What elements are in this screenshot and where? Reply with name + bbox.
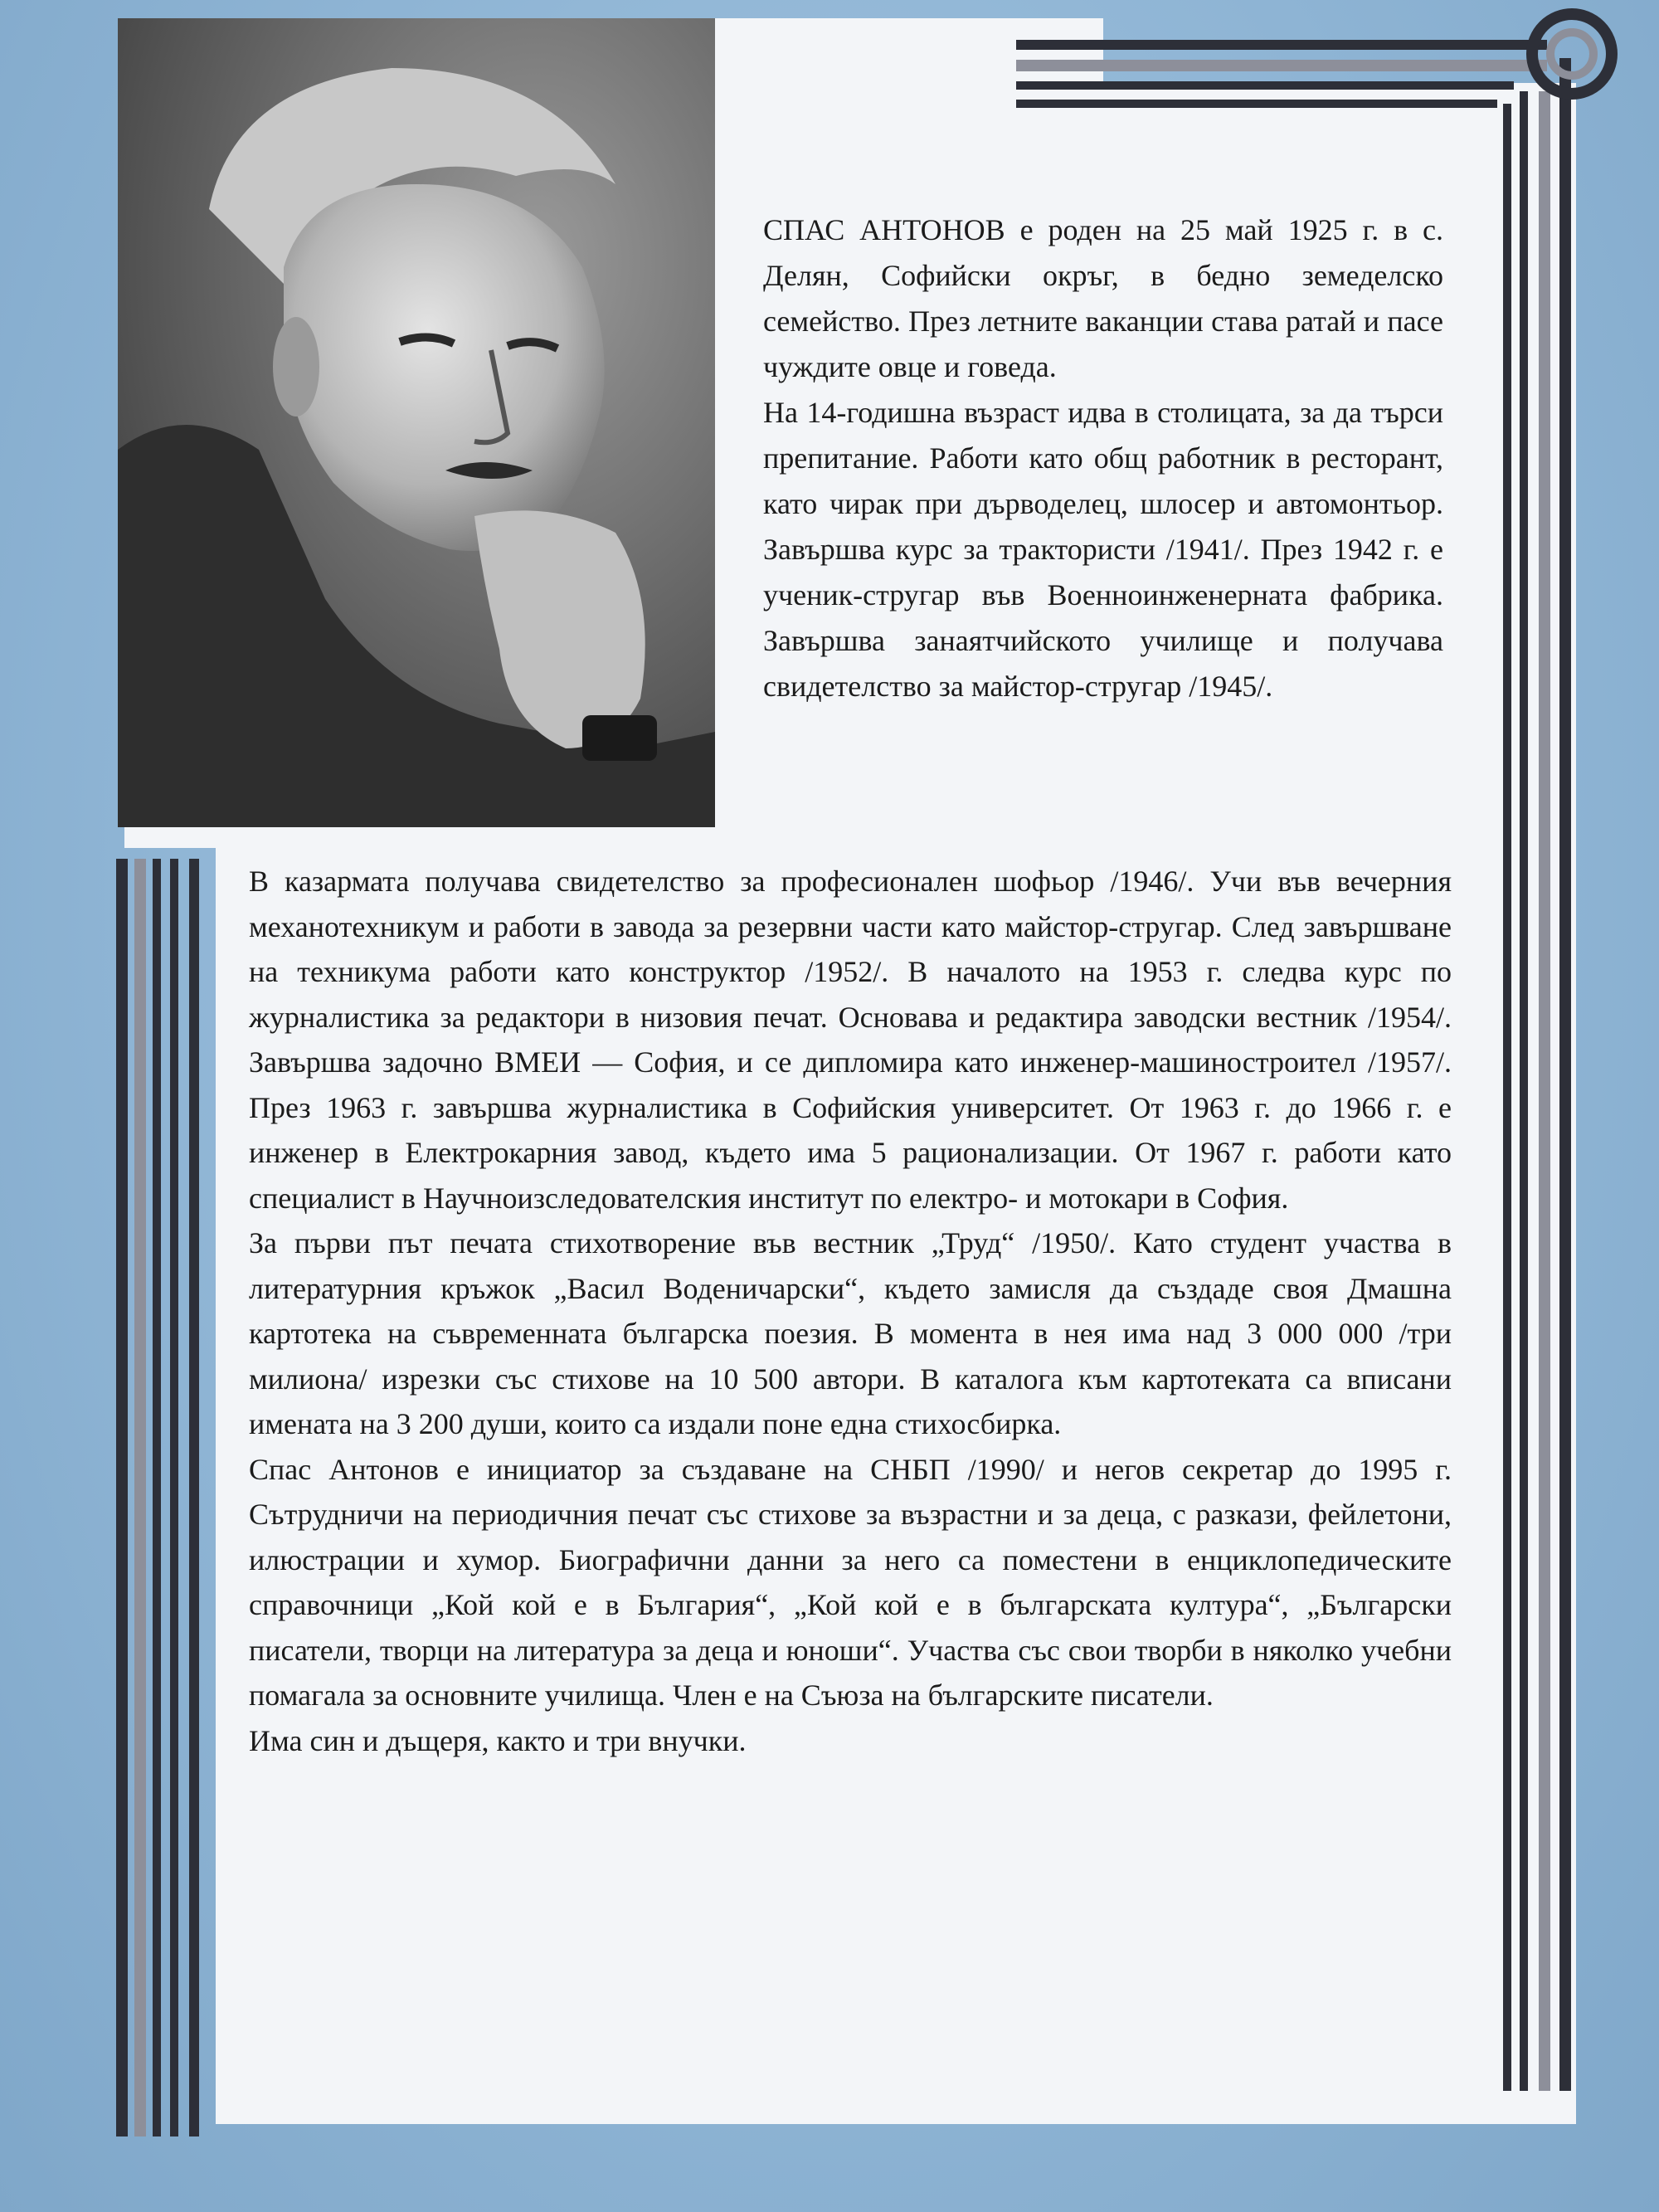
ear-shape <box>273 317 319 417</box>
portrait-illustration <box>118 18 715 827</box>
author-name: СПАС АНТОНОВ <box>763 213 1005 246</box>
top-border-stripes <box>1016 40 1547 108</box>
biography-paragraph-5: Спас Антонов е инициатор за създаване на СНБП /1990/ и негов секретар до 1995 г. Сътрудничи на периодичния печат със стихове за възрастни и за деца, с разкази, фейлетони, илюстрации и хумор. Биографични данни за него са поместени в енциклопедическите справочници „Кой кой е в България“, „Кой кой е в българската култура“, „Български писатели, творци на литература за деца и юноши“. Участва със свои творби в няколко учебни помагала за основните училища. Член е на Съюза на българските писатели. <box>249 1452 1452 1712</box>
biography-paragraph-6: Има син и дъщеря, както и три внучки. <box>249 1723 747 1757</box>
biography-paragraph-2: На 14-годишна възраст идва в столицата, за да търси препитание. Работи като общ работник в ресторант, като чирак при дърводелец, шлосер и автомонтьор. Завършва курс за трактористи /1941/. През 1942 г. е ученик-стругар във Военноинженерната фабрика. Завършва занаятчийското училище и получава свидетелство за майстор-стругар /1945/. <box>763 396 1443 703</box>
author-portrait-photo <box>118 18 715 827</box>
watch-shape <box>582 715 657 761</box>
corner-ring <box>1532 14 1612 94</box>
biography-paragraph-4: За първи път печата стихотворение във вестник „Труд“ /1950/. Като студент участва в литературния кръжок „Васил Воденичарски“, където замисля да създаде своя Дмашна картотека на съвременната българска поезия. В момента в нея има над 3 000 000 /три милиона/ изрезки със стихове на 10 500 автори. В каталога към картотеката са вписани имената на 3 200 души, които са издали поне една стихосбирка. <box>249 1226 1452 1440</box>
right-border-stripes <box>1503 58 1571 2091</box>
left-border-stripes <box>116 859 199 2136</box>
biography-text-top <box>763 207 1443 709</box>
biography-paragraph-3: В казармата получава свидетелство за професионален шофьор /1946/. Учи във вечерния механотехникум и работи в завода за резервни части като майстор-стругар. След завършване на техникума работи като конструктор /1952/. В началото на 1953 г. следва курс по журналистика за редактори в низовия печат. Основава и редактира заводски вестник /1954/. Завършва задочно ВМЕИ — София, и се дипломира като инженер-машиностроител /1957/. През 1963 г. завършва журналистика в Софийския университет. От 1963 г. до 1966 г. е инженер в Електрокарния завод, където има 5 рационализации. От 1967 г. работи като специалист в Научноизследователския институт по електро- и мотокари в София. <box>249 865 1452 1215</box>
biography-text-main <box>249 859 1452 1763</box>
paragraph-text: е роден на 25 май 1925 г. в с. Делян, Софийски окръг, в бедно земеделско семейство. През летните ваканции става ратай и пасе чуждите овце и говеда. <box>763 213 1443 383</box>
biography-paragraph-1 <box>763 207 1443 390</box>
